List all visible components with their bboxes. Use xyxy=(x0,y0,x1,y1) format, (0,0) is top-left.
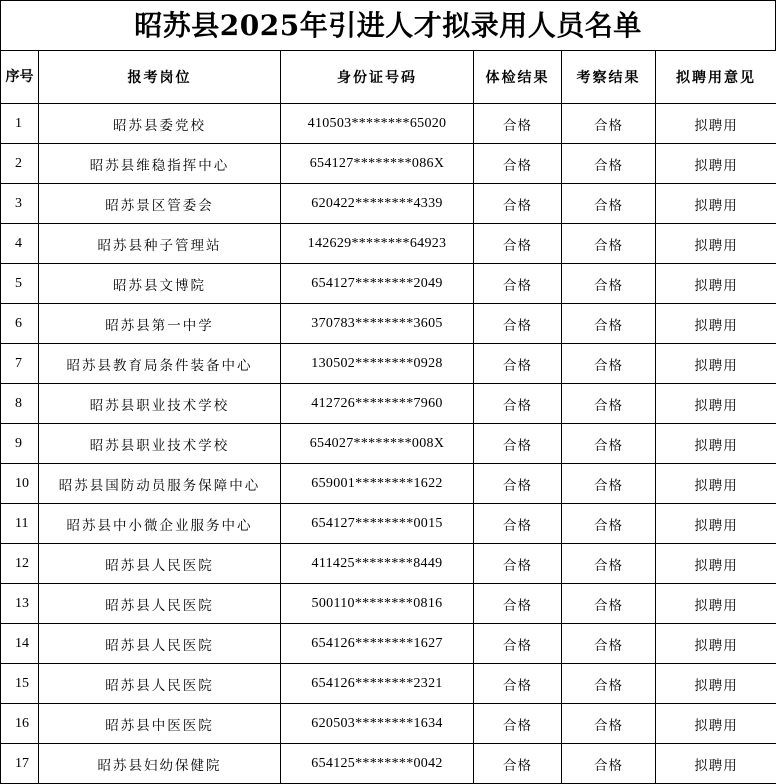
cell-id-number: 654127********2049 xyxy=(281,264,474,304)
document-title: 昭苏县2025年引进人才拟录用人员名单 xyxy=(0,0,776,50)
cell-index: 7 xyxy=(1,344,39,384)
cell-id-number: 620422********4339 xyxy=(281,184,474,224)
cell-opinion: 拟聘用 xyxy=(656,704,776,744)
table-row xyxy=(1,584,776,624)
cell-physical-result: 合格 xyxy=(474,624,562,664)
cell-physical-result: 合格 xyxy=(474,584,562,624)
cell-index: 12 xyxy=(1,544,39,584)
header-physical-result: 体检结果 xyxy=(474,51,562,104)
header-index: 序号 xyxy=(1,51,39,104)
cell-index: 6 xyxy=(1,304,39,344)
cell-inspection-result: 合格 xyxy=(562,224,656,264)
table-row xyxy=(1,344,776,384)
table-row xyxy=(1,624,776,664)
cell-index: 8 xyxy=(1,384,39,424)
cell-post: 昭苏景区管委会 xyxy=(39,184,281,224)
cell-physical-result: 合格 xyxy=(474,224,562,264)
table-row xyxy=(1,224,776,264)
cell-index: 11 xyxy=(1,504,39,544)
cell-post: 昭苏县中医医院 xyxy=(39,704,281,744)
cell-post: 昭苏县中小微企业服务中心 xyxy=(39,504,281,544)
cell-id-number: 130502********0928 xyxy=(281,344,474,384)
cell-id-number: 370783********3605 xyxy=(281,304,474,344)
cell-index: 5 xyxy=(1,264,39,304)
cell-opinion: 拟聘用 xyxy=(656,664,776,704)
cell-physical-result: 合格 xyxy=(474,464,562,504)
cell-post: 昭苏县人民医院 xyxy=(39,664,281,704)
cell-opinion: 拟聘用 xyxy=(656,144,776,184)
cell-physical-result: 合格 xyxy=(474,104,562,144)
header-post: 报考岗位 xyxy=(39,51,281,104)
table-body xyxy=(1,104,776,784)
cell-post: 昭苏县职业技术学校 xyxy=(39,424,281,464)
cell-id-number: 410503********65020 xyxy=(281,104,474,144)
cell-physical-result: 合格 xyxy=(474,144,562,184)
cell-opinion: 拟聘用 xyxy=(656,624,776,664)
cell-opinion: 拟聘用 xyxy=(656,384,776,424)
cell-opinion: 拟聘用 xyxy=(656,104,776,144)
cell-opinion: 拟聘用 xyxy=(656,424,776,464)
cell-index: 16 xyxy=(1,704,39,744)
cell-post: 昭苏县妇幼保健院 xyxy=(39,744,281,784)
header-id-number: 身份证号码 xyxy=(281,51,474,104)
cell-physical-result: 合格 xyxy=(474,344,562,384)
cell-opinion: 拟聘用 xyxy=(656,544,776,584)
cell-inspection-result: 合格 xyxy=(562,304,656,344)
cell-opinion: 拟聘用 xyxy=(656,464,776,504)
table-row xyxy=(1,304,776,344)
cell-opinion: 拟聘用 xyxy=(656,744,776,784)
cell-post: 昭苏县人民医院 xyxy=(39,624,281,664)
table-row xyxy=(1,464,776,504)
cell-id-number: 654126********1627 xyxy=(281,624,474,664)
cell-id-number: 411425********8449 xyxy=(281,544,474,584)
table-row xyxy=(1,664,776,704)
cell-post: 昭苏县委党校 xyxy=(39,104,281,144)
cell-physical-result: 合格 xyxy=(474,504,562,544)
cell-id-number: 500110********0816 xyxy=(281,584,474,624)
cell-inspection-result: 合格 xyxy=(562,504,656,544)
cell-opinion: 拟聘用 xyxy=(656,184,776,224)
table-row xyxy=(1,144,776,184)
cell-inspection-result: 合格 xyxy=(562,424,656,464)
cell-opinion: 拟聘用 xyxy=(656,344,776,384)
cell-inspection-result: 合格 xyxy=(562,144,656,184)
cell-id-number: 654126********2321 xyxy=(281,664,474,704)
table-row xyxy=(1,424,776,464)
cell-index: 9 xyxy=(1,424,39,464)
cell-physical-result: 合格 xyxy=(474,544,562,584)
cell-inspection-result: 合格 xyxy=(562,184,656,224)
cell-physical-result: 合格 xyxy=(474,704,562,744)
cell-inspection-result: 合格 xyxy=(562,584,656,624)
cell-inspection-result: 合格 xyxy=(562,464,656,504)
cell-opinion: 拟聘用 xyxy=(656,264,776,304)
cell-post: 昭苏县职业技术学校 xyxy=(39,384,281,424)
table-header-row xyxy=(1,51,776,104)
cell-inspection-result: 合格 xyxy=(562,744,656,784)
table-row xyxy=(1,104,776,144)
table-row xyxy=(1,184,776,224)
cell-index: 17 xyxy=(1,744,39,784)
cell-post: 昭苏县文博院 xyxy=(39,264,281,304)
cell-id-number: 412726********7960 xyxy=(281,384,474,424)
cell-inspection-result: 合格 xyxy=(562,104,656,144)
table-row xyxy=(1,264,776,304)
cell-post: 昭苏县人民医院 xyxy=(39,584,281,624)
cell-physical-result: 合格 xyxy=(474,424,562,464)
cell-index: 4 xyxy=(1,224,39,264)
cell-inspection-result: 合格 xyxy=(562,664,656,704)
cell-inspection-result: 合格 xyxy=(562,384,656,424)
cell-id-number: 659001********1622 xyxy=(281,464,474,504)
cell-inspection-result: 合格 xyxy=(562,544,656,584)
cell-physical-result: 合格 xyxy=(474,664,562,704)
cell-id-number: 654125********0042 xyxy=(281,744,474,784)
cell-inspection-result: 合格 xyxy=(562,344,656,384)
cell-physical-result: 合格 xyxy=(474,384,562,424)
table-row xyxy=(1,744,776,784)
cell-id-number: 654127********0015 xyxy=(281,504,474,544)
cell-inspection-result: 合格 xyxy=(562,264,656,304)
cell-index: 1 xyxy=(1,104,39,144)
cell-index: 2 xyxy=(1,144,39,184)
cell-id-number: 142629********64923 xyxy=(281,224,474,264)
cell-index: 3 xyxy=(1,184,39,224)
cell-post: 昭苏县种子管理站 xyxy=(39,224,281,264)
cell-index: 13 xyxy=(1,584,39,624)
cell-index: 10 xyxy=(1,464,39,504)
cell-physical-result: 合格 xyxy=(474,744,562,784)
cell-opinion: 拟聘用 xyxy=(656,504,776,544)
cell-id-number: 654027********008X xyxy=(281,424,474,464)
table-row xyxy=(1,504,776,544)
table-row xyxy=(1,384,776,424)
candidate-table xyxy=(0,50,776,784)
cell-physical-result: 合格 xyxy=(474,304,562,344)
header-opinion: 拟聘用意见 xyxy=(656,51,776,104)
cell-opinion: 拟聘用 xyxy=(656,224,776,264)
cell-id-number: 620503********1634 xyxy=(281,704,474,744)
cell-opinion: 拟聘用 xyxy=(656,584,776,624)
cell-inspection-result: 合格 xyxy=(562,624,656,664)
table-row xyxy=(1,544,776,584)
cell-post: 昭苏县国防动员服务保障中心 xyxy=(39,464,281,504)
cell-post: 昭苏县维稳指挥中心 xyxy=(39,144,281,184)
cell-physical-result: 合格 xyxy=(474,264,562,304)
cell-index: 14 xyxy=(1,624,39,664)
cell-post: 昭苏县教育局条件装备中心 xyxy=(39,344,281,384)
cell-post: 昭苏县人民医院 xyxy=(39,544,281,584)
cell-inspection-result: 合格 xyxy=(562,704,656,744)
header-inspection-result: 考察结果 xyxy=(562,51,656,104)
cell-index: 15 xyxy=(1,664,39,704)
table-row xyxy=(1,704,776,744)
cell-opinion: 拟聘用 xyxy=(656,304,776,344)
cell-id-number: 654127********086X xyxy=(281,144,474,184)
cell-physical-result: 合格 xyxy=(474,184,562,224)
cell-post: 昭苏县第一中学 xyxy=(39,304,281,344)
